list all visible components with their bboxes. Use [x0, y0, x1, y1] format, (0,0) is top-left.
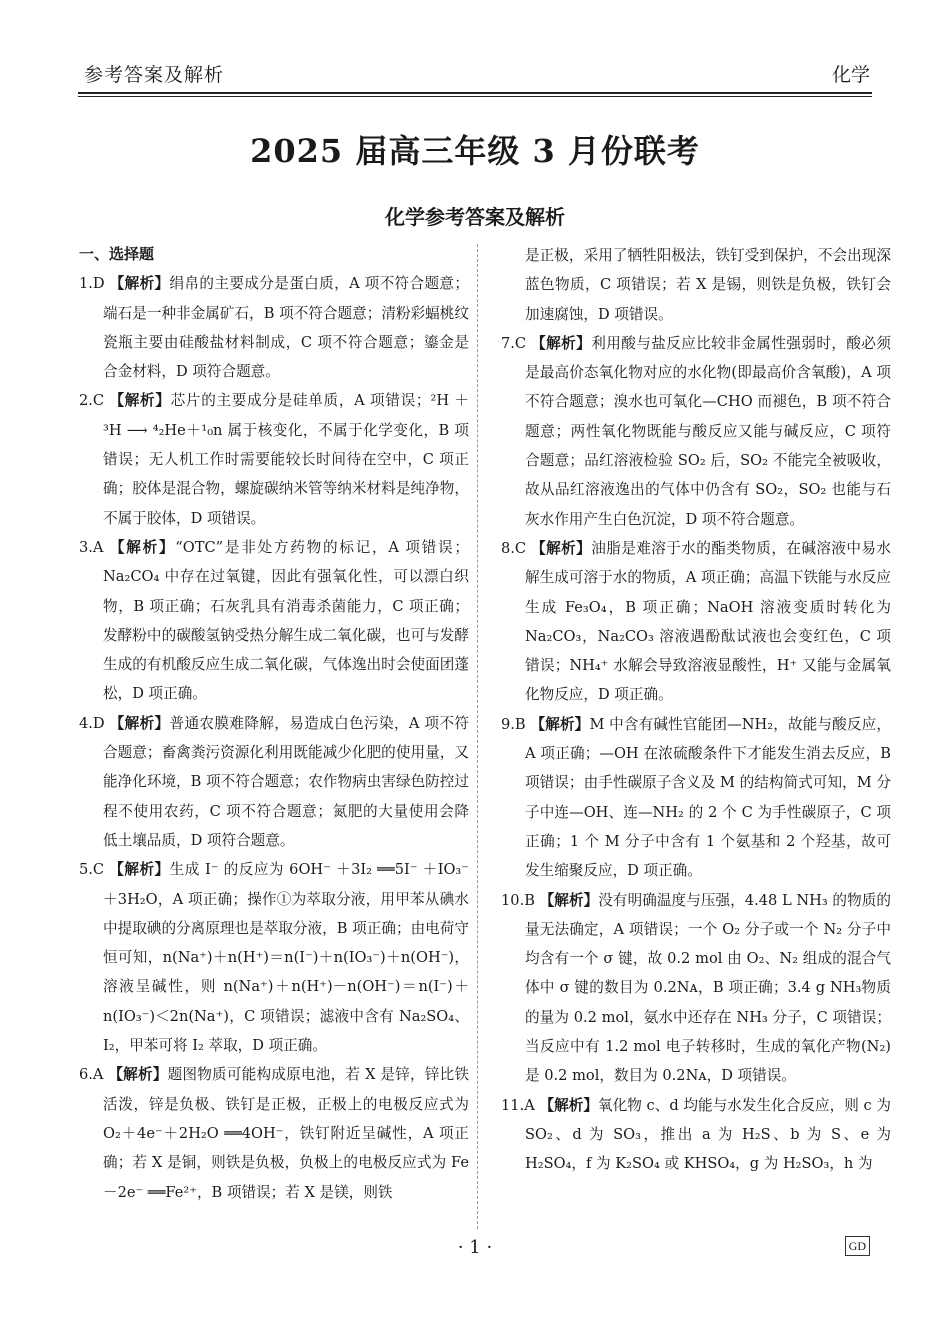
answer-item-1: 1.D 【解析】绢帛的主要成分是蛋白质，A 项不符合题意；端石是一种非金属矿石，B 项不符合题意；清粉彩蝠桃纹瓷瓶主要由硅酸盐材料制成，C 项不符合题意；鎏金是合金材料，D 项符合题意。: [79, 275, 469, 381]
region-badge: GD: [845, 1236, 870, 1256]
page-subtitle: 化学参考答案及解析: [385, 205, 565, 229]
page-title: 2025 届高三年级 3 月份联考: [250, 132, 700, 170]
column-divider: [477, 244, 478, 1229]
answer-item-3: 3.A 【解析】“OTC”是非处方药物的标记，A 项错误；Na₂CO₄ 中存在过氧键，因此有强氧化性，可以漂白织物，B 项正确；石灰乳具有消毒杀菌能力，C 项正确；发酵粉中的碳酸氢钠受热分解生成二氧化碳，也可与发酵生成的有机酸反应生成二氧化碳，气体逸出时会使面团蓬松，D 项正确。: [79, 538, 469, 703]
answer-item-10: 10.B 【解析】没有明确温度与压强，4.48 L NH₃ 的物质的量无法确定，A 项错误；一个 O₂ 分子或一个 N₂ 分子中均含有一个 σ 键，故 0.2 mol 由 O₂、N₂ 组成的混合气体中 σ 键的数目为 0.2Nᴀ，B 项正确；3.4 g NH₃物质的量为 0.2 mol，氨水中还存在 NH₃ 分子，C 项错误；当反应中有 1.2 mol 电子转移时，生成的氧化产物(N₂)是 0.2 mol，数目为 0.2Nᴀ，D 项错误。: [501, 891, 891, 1085]
left-column: [79, 240, 469, 1207]
header-rule-thin: [78, 96, 872, 97]
answer-item-2: 2.C 【解析】芯片的主要成分是硅单质，A 项错误；²H ＋³H ⟶ ⁴₂He＋¹₀n 属于核变化，不属于化学变化，B 项错误；无人机工作时需要能较长时间待在空中，C 项正确；胶体是混合物，螺旋碳纳米管等纳米材料是纯净物，不属于胶体，D 项错误。: [79, 392, 469, 527]
answer-item-6-continued: 是正极，采用了牺牲阳极法，铁钉受到保护，不会出现深蓝色物质，C 项错误；若 X 是锡，则铁是负极，铁钉会加速腐蚀，D 项错误。: [525, 247, 891, 323]
answer-item-11: 11.A 【解析】氧化物 c、d 均能与水发生化合反应，则 c 为 SO₂、d 为 SO₃，推出 a 为 H₂S、b 为 S、e 为 H₂SO₄，f 为 K₂SO₄ 或 KHSO₄，g 为 H₂SO₃，h 为: [501, 1096, 891, 1173]
page-number: · 1 ·: [457, 1237, 493, 1258]
header-rule: [78, 92, 872, 94]
answer-item-6: 6.A 【解析】题图物质可能构成原电池，若 X 是锌，锌比铁活泼，锌是负极、铁钉是正极，正极上的电极反应式为 O₂＋4e⁻＋2H₂O ══4OH⁻，铁钉附近呈碱性，A 项正确；若 X 是铜，则铁是负极，负极上的电极反应式为 Fe－2e⁻ ══Fe²⁺，B 项错误；若 X 是镁，则铁: [79, 1066, 469, 1201]
section-heading: 一、选择题: [79, 245, 155, 263]
answer-item-9: 9.B 【解析】M 中含有碱性官能团—NH₂，故能与酸反应，A 项正确；—OH 在浓硫酸条件下才能发生消去反应，B 项错误；由手性碳原子含义及 M 的结构简式可知，M 分子中连—OH、连—NH₂ 的 2 个 C 为手性碳原子，C 项正确；1 个 M 分子中含有 1 个氨基和 2 个羟基，故可发生缩聚反应，D 项正确。: [501, 715, 891, 880]
answer-item-5: 5.C 【解析】生成 I⁻ 的反应为 6OH⁻ ＋3I₂ ══5I⁻ ＋IO₃⁻ ＋3H₂O，A 项正确；操作①为萃取分液，用甲苯从碘水中提取碘的分离原理也是萃取分液，B 项正确；由电荷守恒可知，n(Na⁺)＋n(H⁺)＝n(I⁻)＋n(IO₃⁻)＋n(OH⁻)，溶液呈碱性，则 n(Na⁺)＋n(H⁺)－n(OH⁻)＝n(I⁻)＋n(IO₃⁻)＜2n(Na⁺)，C 项错误；滤液中含有 Na₂SO₄、I₂，甲苯可将 I₂ 萃取，D 项正确。: [79, 861, 469, 1055]
header-right: 化学: [831, 64, 870, 86]
answer-item-8: 8.C 【解析】油脂是难溶于水的酯类物质，在碱溶液中易水解生成可溶于水的物质，A 项正确；高温下铁能与水反应生成 Fe₃O₄，B 项正确；NaOH 溶液变质时转化为 Na₂CO₃，Na₂CO₃ 溶液遇酚酞试液也会变红色，C 项错误；NH₄⁺ 水解会导致溶液显酸性，H⁺ 又能与金属氧化物反应，D 项正确。: [501, 539, 891, 704]
answer-item-7: 7.C 【解析】利用酸与盐反应比较非金属性强弱时，酸必须是最高价态氧化物对应的水化物(即最高价含氧酸)，A 项不符合题意；溴水也可氧化—CHO 而褪色，B 项不符合题意；两性氧化物既能与酸反应又能与碱反应，C 项符合题意；品红溶液检验 SO₂ 后，SO₂ 不能完全被吸收，故从品红溶液逸出的气体中仍含有 SO₂，SO₂ 也能与石灰水作用产生白色沉淀，D 项不符合题意。: [501, 334, 891, 528]
right-column: [501, 241, 891, 1179]
answer-item-4: 4.D 【解析】普通农膜难降解，易造成白色污染，A 项不符合题意；畜禽粪污资源化利用既能减少化肥的使用量，又能净化环境，B 项不符合题意；农作物病虫害绿色防控过程不使用农药，C 项不符合题意；氮肥的大量使用会降低土壤品质，D 项符合题意。: [79, 714, 469, 849]
header-left: 参考答案及解析: [84, 64, 225, 86]
